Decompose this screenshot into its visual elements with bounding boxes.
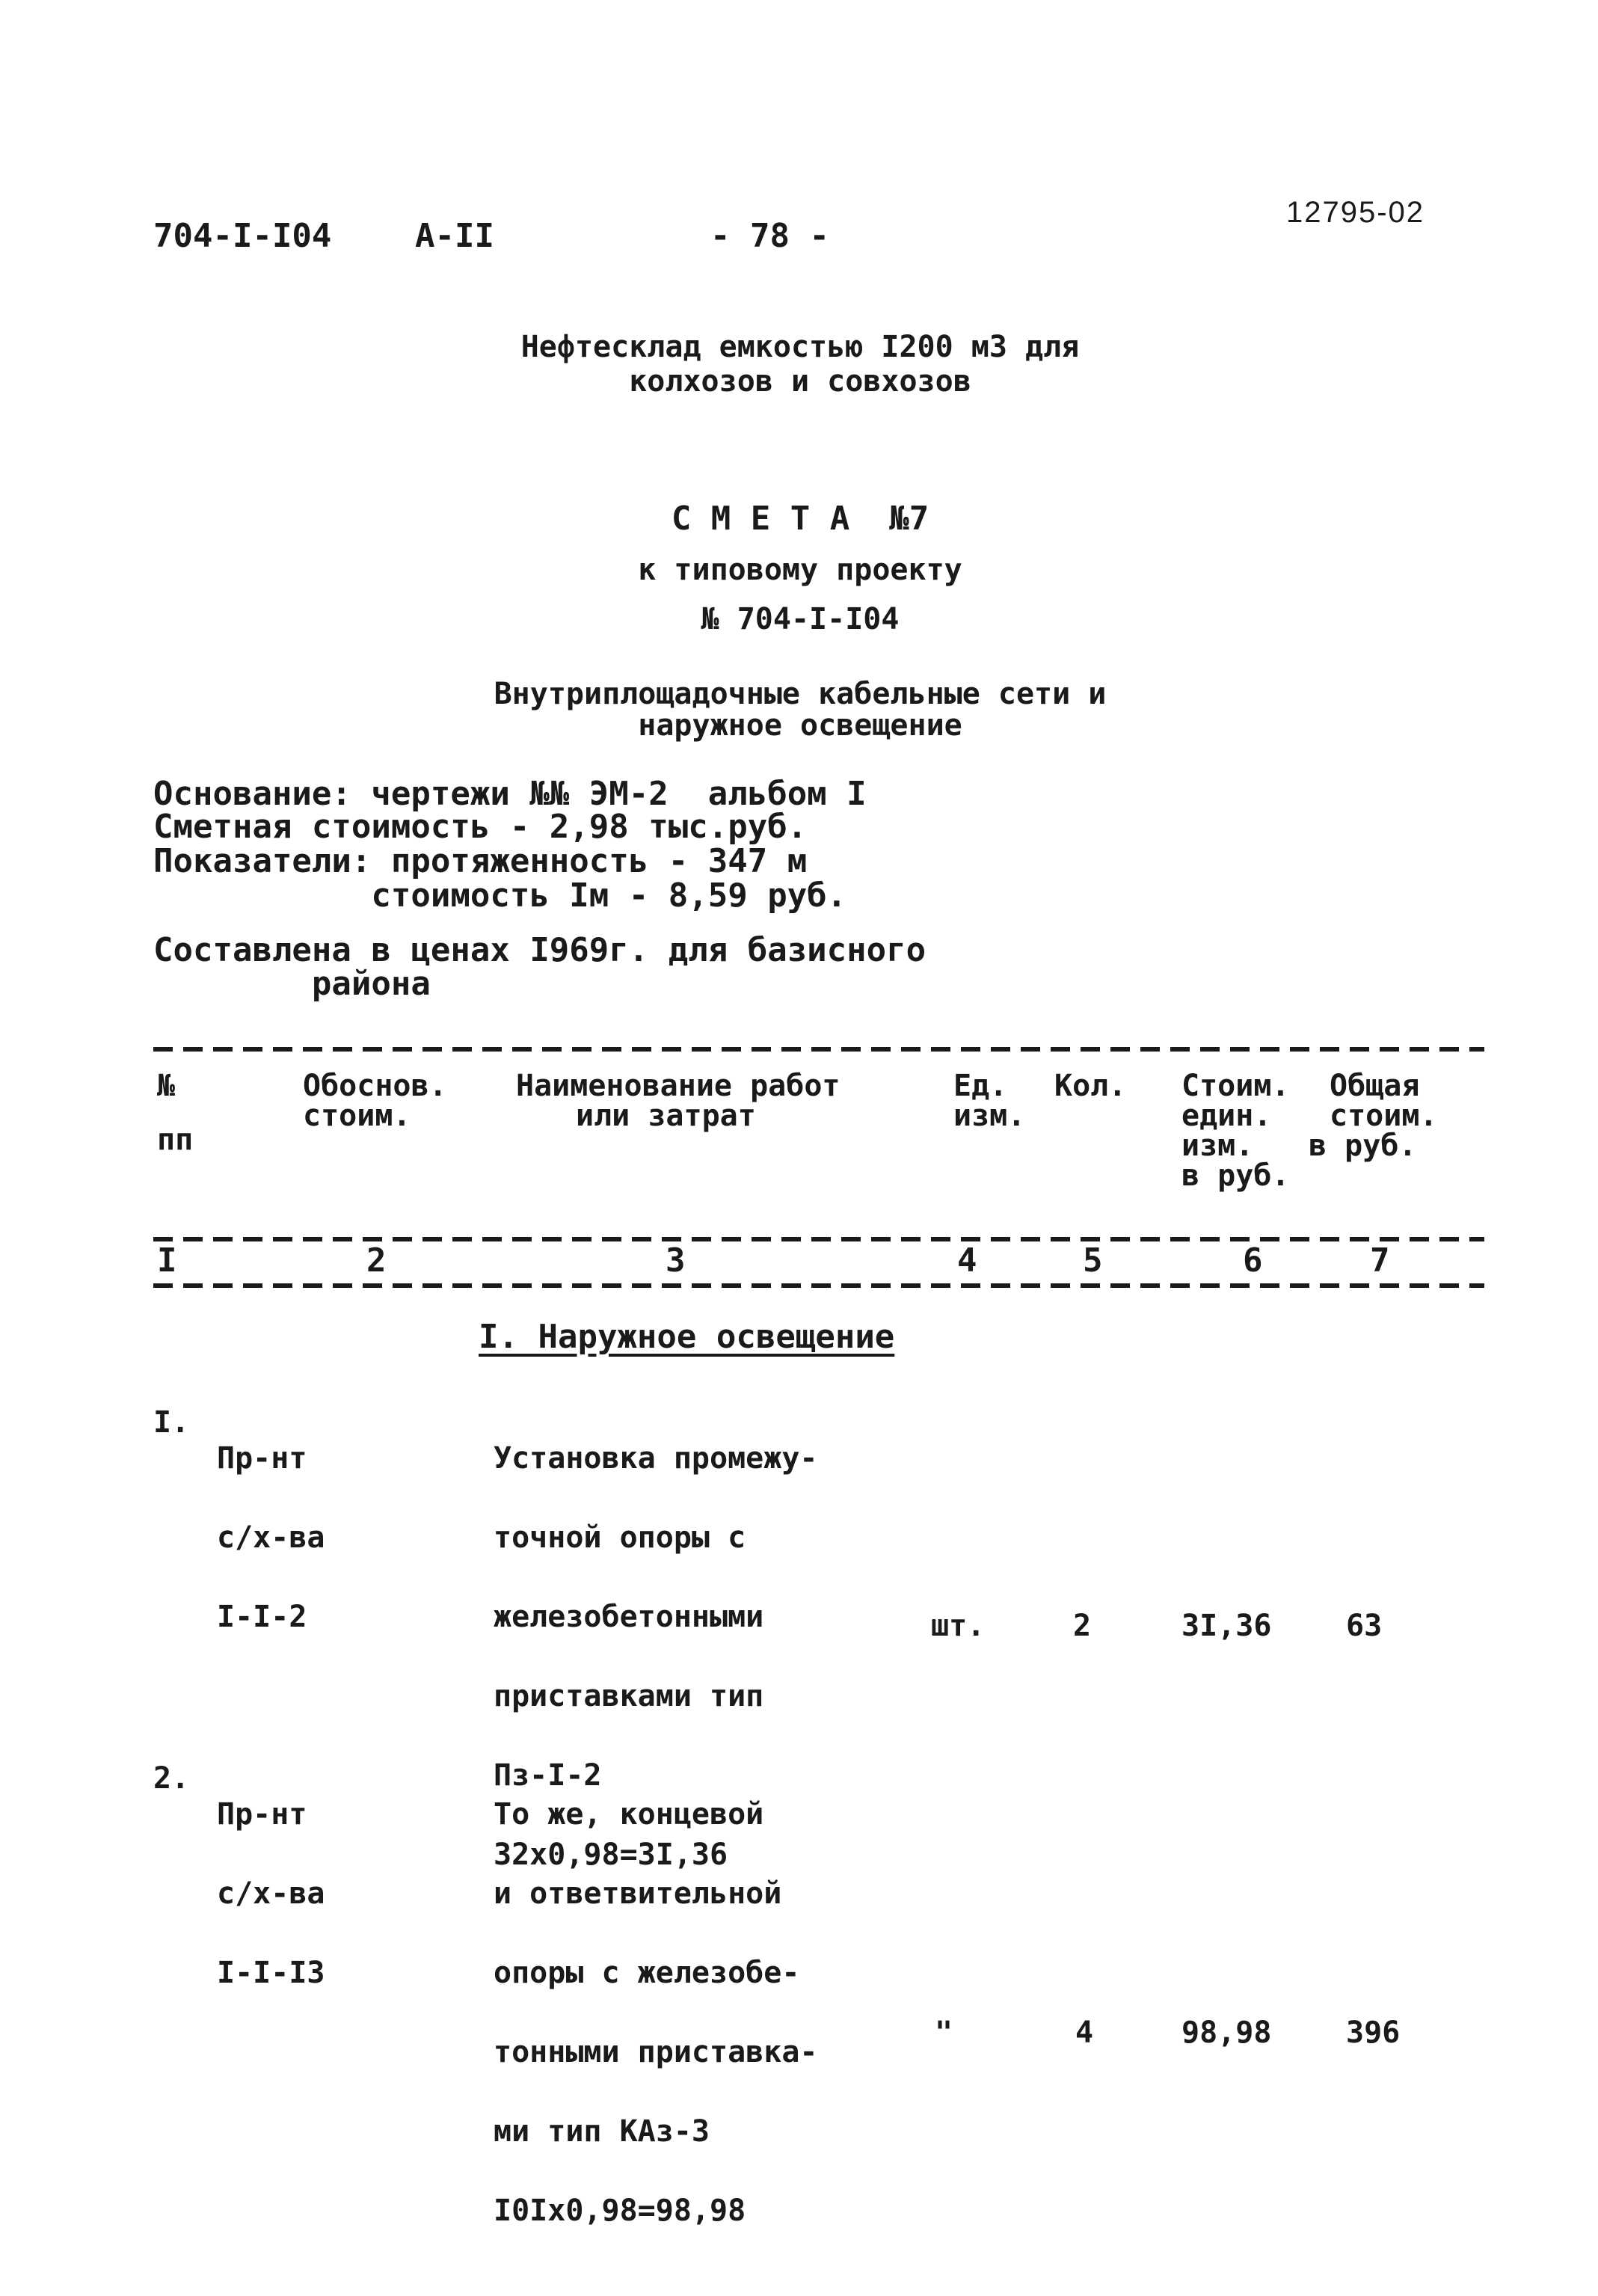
- sheet-designation: А-II: [415, 217, 494, 255]
- column-number-1: I: [157, 1241, 177, 1280]
- header-col6-line4: в руб.: [1181, 1158, 1290, 1193]
- row2-total: 396: [1346, 2016, 1401, 2050]
- header-col7-line2: стоим.: [1330, 1099, 1438, 1133]
- row1-number: I.: [153, 1405, 190, 1440]
- row1-name-line: точной опоры с: [494, 1520, 746, 1555]
- project-title-line2: колхозов и совхозов: [629, 364, 971, 399]
- header-col6-line1: Стоим.: [1181, 1069, 1290, 1103]
- column-number-6: 6: [1243, 1241, 1263, 1280]
- basis-line: Основание: чертежи №№ ЭМ-2 альбом I: [153, 775, 867, 813]
- row2-name-line: опоры с железобе-: [494, 1956, 800, 1990]
- header-col6-line2: един.: [1181, 1099, 1272, 1133]
- header-col3-line2: или затрат: [576, 1099, 756, 1133]
- header-col7-line1: Общая: [1330, 1069, 1420, 1103]
- row1-basis-line: с/х-ва: [217, 1520, 325, 1555]
- row2-name-line: ми тип КАз-3: [494, 2114, 710, 2149]
- column-number-3: 3: [666, 1241, 686, 1280]
- row2-name-line: То же, концевой: [494, 1797, 764, 1832]
- row1-total: 63: [1346, 1609, 1383, 1643]
- row2-quantity: 4: [1075, 2016, 1094, 2050]
- estimated-cost-line: Сметная стоимость - 2,98 тыс.руб.: [153, 808, 808, 846]
- row1-name-line: 32х0,98=3I,36: [494, 1838, 728, 1872]
- row1-basis-line: Пр-нт: [217, 1441, 307, 1476]
- row1-quantity: 2: [1073, 1609, 1092, 1643]
- indicators-line1: Показатели: протяженность - 347 м: [153, 842, 808, 880]
- header-col1-line2: пп: [157, 1123, 194, 1157]
- row2-number: 2.: [153, 1761, 190, 1796]
- column-number-5: 5: [1083, 1241, 1103, 1280]
- header-col2-line1: Обоснов.: [303, 1069, 447, 1103]
- row2-name: [494, 1761, 817, 2250]
- row2-basis-line: Пр-нт: [217, 1797, 307, 1832]
- header-col2-line2: стоим.: [303, 1099, 411, 1133]
- row2-name-line: тонными приставка-: [494, 2035, 818, 2069]
- inventory-number: 12795-02: [1286, 196, 1425, 229]
- header-col4-line1: Ед.: [953, 1069, 1008, 1103]
- row1-name-line: Установка промежу-: [494, 1441, 818, 1476]
- row2-name-line: и ответвительной: [494, 1876, 782, 1911]
- row1-basis: [217, 1405, 325, 1657]
- table-top-rule: [153, 1047, 1484, 1052]
- header-col7-line3: в руб.: [1309, 1129, 1417, 1163]
- estimate-subtitle-line1: к типовому проекту: [638, 553, 962, 587]
- header-col5-line1: Кол.: [1054, 1069, 1127, 1103]
- row1-name-line: приставками тип: [494, 1679, 764, 1713]
- column-number-4: 4: [957, 1241, 977, 1280]
- row2-basis: [217, 1761, 325, 2013]
- estimate-subtitle-line2: № 704-I-I04: [701, 602, 900, 636]
- row2-basis-line: с/х-ва: [217, 1876, 325, 1911]
- column-number-7: 7: [1370, 1241, 1390, 1280]
- row2-basis-line: I-I-I3: [217, 1956, 325, 1990]
- row1-name-line: Пз-I-2: [494, 1758, 602, 1793]
- row2-unit: ": [935, 2016, 953, 2050]
- row1-unit-cost: 3I,36: [1181, 1609, 1272, 1643]
- composed-line2: района: [153, 965, 431, 1003]
- project-title-line1: Нефтесклад емкостью I200 м3 для: [520, 330, 1080, 364]
- header-col1-line1: №: [157, 1069, 176, 1103]
- page-number: - 78 -: [710, 217, 829, 255]
- estimate-title: С М Е Т А №7: [671, 500, 929, 538]
- column-number-2: 2: [366, 1241, 387, 1280]
- header-col6-line3: изм.: [1181, 1129, 1254, 1163]
- row1-basis-line: I-I-2: [217, 1600, 307, 1634]
- composed-line1: Составлена в ценах I969г. для базисного: [153, 931, 926, 969]
- row2-name-line: I0Iх0,98=98,98: [494, 2194, 746, 2228]
- row1-unit: шт.: [931, 1609, 986, 1643]
- row1-name-line: железобетонными: [494, 1600, 764, 1634]
- section-title: I. Наружное освещение: [479, 1318, 895, 1356]
- column-number-rule: [153, 1283, 1484, 1288]
- header-bottom-rule: [153, 1237, 1484, 1241]
- indicators-line2: стоимость Iм - 8,59 руб.: [153, 877, 847, 915]
- header-col4-line2: изм.: [953, 1099, 1026, 1133]
- header-col3-line1: Наименование работ: [516, 1069, 841, 1103]
- section-name-line2: наружное освещение: [638, 708, 962, 743]
- row2-unit-cost: 98,98: [1181, 2016, 1272, 2050]
- document-code: 704-I-I04: [153, 217, 332, 255]
- section-name-line1: Внутриплощадочные кабельные сети и: [494, 677, 1107, 711]
